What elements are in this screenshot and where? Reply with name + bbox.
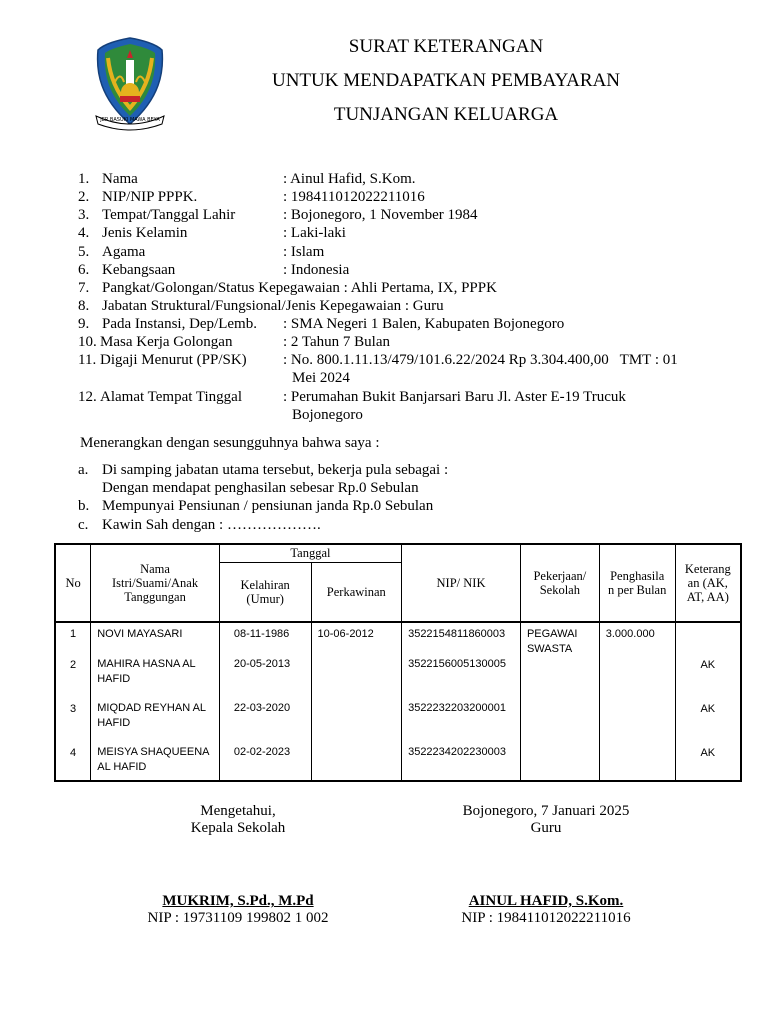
row-pekerjaan [520, 745, 599, 781]
header-keterangan: Keterang an (AK, AT, AA) [684, 562, 731, 604]
row-nama: MIQDAD REYHAN AL HAFID [91, 701, 220, 745]
field-label-institution: Pada Instansi, Dep/Lemb. [102, 316, 257, 332]
field-label-nationality: Kebangsaan [102, 262, 176, 278]
principal-nip: NIP : 19731109 199802 1 002 [147, 910, 329, 926]
field-number: 9. [78, 316, 90, 332]
document-title: SURAT KETERANGAN [348, 36, 544, 57]
row-penghasilan [599, 701, 675, 745]
field-number: 11. [78, 352, 97, 368]
right-signature-block [398, 803, 694, 837]
family-table [54, 543, 742, 782]
field-label-tenure: Masa Kerja Golongan [100, 334, 233, 350]
field-value-gender: : Laki-laki [283, 225, 346, 241]
field-value-nama: : Ainul Hafid, S.Kom. [283, 171, 416, 187]
field-value-salary-basis-cont: Mei 2024 [292, 370, 350, 386]
right-sign-line2: Guru [530, 820, 562, 836]
document-subtitle-1: UNTUK MENDAPATKAN PEMBAYARAN [271, 70, 621, 91]
left-signatory [108, 893, 368, 927]
header-nip-nik: NIP/ NIK [402, 544, 521, 622]
row-keterangan: AK [700, 659, 716, 671]
row-nik: 3522234202230003 [402, 745, 521, 781]
left-signature-block [128, 803, 348, 837]
row-no: 1 [55, 622, 91, 657]
header-tanggal: Tanggal [219, 544, 401, 562]
row-kelahiran: 08-11-1986 [219, 622, 311, 657]
header-penghasilan: Penghasila n per Bulan [599, 544, 675, 622]
row-keterangan [675, 622, 741, 657]
header-perkawinan: Perkawinan [311, 562, 402, 622]
header-pekerjaan: Pekerjaan/ Sekolah [520, 544, 599, 622]
field-label-nama: Nama [102, 171, 138, 187]
field-value-birth: : Bojonegoro, 1 November 1984 [283, 207, 478, 223]
document-subtitle-2: TUNJANGAN KELUARGA [333, 104, 559, 125]
field-label-salary-basis: Digaji Menurut (PP/SK) [100, 352, 247, 368]
field-value-nationality: : Indonesia [283, 262, 350, 278]
field-label-nip: NIP/NIP PPPK. [102, 189, 198, 205]
field-value-religion: : Islam [283, 244, 325, 260]
field-number: 7. [78, 280, 90, 296]
row-pekerjaan: PEGAWAI SWASTA [520, 622, 599, 657]
item-letter: b. [78, 498, 90, 514]
item-letter: a. [78, 462, 89, 478]
right-signatory [406, 893, 686, 927]
item-text-a-cont: Dengan mendapat penghasilan sebesar Rp.0 Sebulan [102, 480, 419, 496]
field-number: 1. [78, 171, 90, 187]
row-nik: 3522154811860003 [402, 622, 521, 657]
row-nama: MAHIRA HASNA AL HAFID [91, 657, 220, 701]
item-text-a: Di samping jabatan utama tersebut, bekerja pula sebagai : [102, 462, 449, 478]
field-value-address: : Perumahan Bukit Banjarsari Baru Jl. Aster E-19 Trucuk [283, 389, 626, 405]
field-label-gender: Jenis Kelamin [102, 225, 188, 241]
row-pekerjaan [520, 657, 599, 701]
row-perkawinan: 10-06-2012 [311, 622, 402, 657]
item-text-b: Mempunyai Pensiunan / pensiunan janda Rp.0 Sebulan [102, 498, 434, 514]
field-position: Jabatan Struktural/Fungsional/Jenis Kepegawaian : Guru [102, 298, 444, 314]
field-number: 8. [78, 298, 90, 314]
row-perkawinan [311, 745, 402, 781]
field-number: 4. [78, 225, 90, 241]
row-keterangan: AK [700, 703, 716, 715]
field-value-address-cont: Bojonegoro [292, 407, 363, 423]
row-kelahiran: 20-05-2013 [219, 657, 311, 701]
row-pekerjaan [520, 701, 599, 745]
teacher-name: AINUL HAFID, S.Kom. [468, 893, 624, 909]
principal-name: MUKRIM, S.Pd., M.Pd [162, 893, 314, 909]
row-nama: NOVI MAYASARI [91, 622, 220, 657]
item-text-c: Kawin Sah dengan : ………………. [102, 517, 321, 533]
left-sign-line2: Kepala Sekolah [190, 820, 286, 836]
row-penghasilan: 3.000.000 [599, 622, 675, 657]
emblem-banner-text: JER BASUKI MAWA BEYA [100, 117, 160, 123]
field-number: 5. [78, 244, 90, 260]
row-perkawinan [311, 701, 402, 745]
table-row [55, 622, 741, 657]
header-no: No [55, 544, 91, 622]
field-number: 3. [78, 207, 90, 223]
row-no: 3 [55, 701, 91, 745]
field-rank-status: Pangkat/Golongan/Status Kepegawaian : Ahli Pertama, IX, PPPK [102, 280, 497, 296]
row-kelahiran: 02-02-2023 [219, 745, 311, 781]
field-value-nip: : 198411012022211016 [283, 189, 425, 205]
row-keterangan: AK [700, 747, 716, 759]
field-value-institution: : SMA Negeri 1 Balen, Kabupaten Bojonegoro [283, 316, 565, 332]
table-row [55, 745, 741, 781]
row-no: 2 [55, 657, 91, 701]
row-penghasilan [599, 745, 675, 781]
field-value-salary-basis: : No. 800.1.11.13/479/101.6.22/2024 Rp 3.304.400,00 TMT : 01 [283, 352, 678, 368]
field-value-tenure: : 2 Tahun 7 Bulan [283, 334, 390, 350]
statement-text: Menerangkan dengan sesungguhnya bahwa saya : [80, 435, 380, 451]
field-number: 2. [78, 189, 90, 205]
right-sign-place-date: Bojonegoro, 7 Januari 2025 [462, 803, 630, 819]
field-label-birth: Tempat/Tanggal Lahir [102, 207, 236, 223]
row-nama: MEISYA SHAQUEENA AL HAFID [91, 745, 220, 781]
field-number: 6. [78, 262, 90, 278]
row-perkawinan [311, 657, 402, 701]
item-letter: c. [78, 517, 89, 533]
field-label-religion: Agama [102, 244, 146, 260]
row-no: 4 [55, 745, 91, 781]
row-nik: 3522156005130005 [402, 657, 521, 701]
row-nik: 3522232203200001 [402, 701, 521, 745]
teacher-nip: NIP : 198411012022211016 [461, 910, 631, 926]
left-sign-line1: Mengetahui, [200, 803, 276, 819]
field-label-address: Alamat Tempat Tinggal [100, 389, 243, 405]
table-row [55, 657, 741, 701]
field-number: 12. [78, 389, 97, 405]
field-number: 10. [78, 334, 97, 350]
row-kelahiran: 22-03-2020 [219, 701, 311, 745]
province-emblem-logo [92, 36, 168, 132]
row-penghasilan [599, 657, 675, 701]
table-row [55, 701, 741, 745]
header-nama: Nama Istri/Suami/Anak Tanggungan [91, 544, 220, 622]
header-kelahiran: Kelahiran (Umur) [219, 562, 311, 622]
